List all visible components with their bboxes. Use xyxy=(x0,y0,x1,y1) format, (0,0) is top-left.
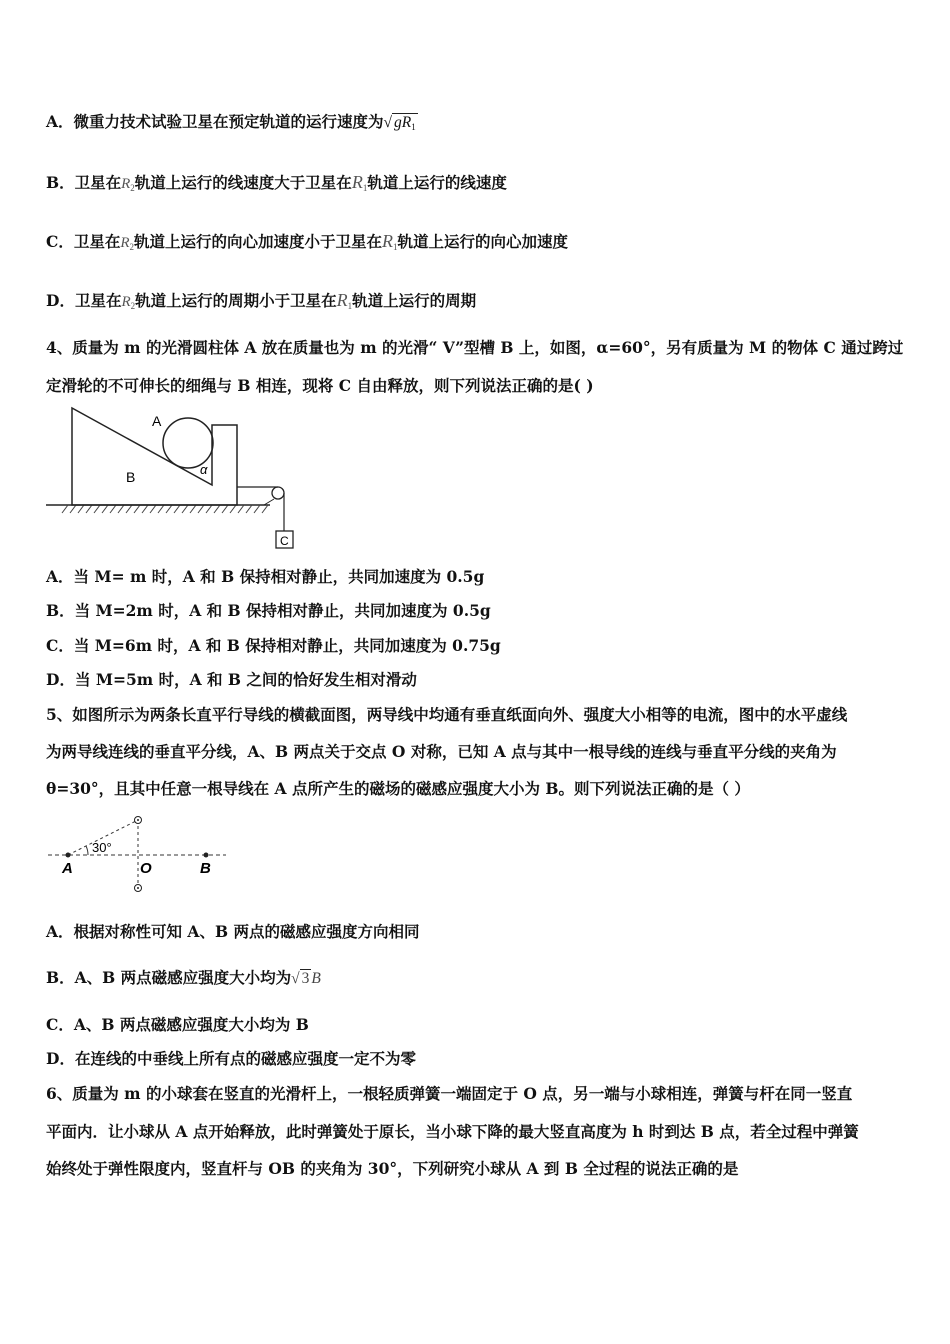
q5-option-b: B．A、B 两点磁感应强度大小均为√ 3 B xyxy=(46,968,321,987)
q3-option-c: C．卫星在$R_2$轨道上运行的向心加速度小于卫星在$R_1$轨道上运行的向心加速度 xyxy=(46,231,569,252)
q4-figure-label-alpha: α xyxy=(200,462,208,477)
q5-option-c: C．A、B 两点磁感应强度大小均为 B xyxy=(46,1015,309,1034)
q6-stem-line3: 始终处于弹性限度内，竖直杆与 OB 的夹角为 30°，下列研究小球从 A 到 B 全过程的说法正确的是 xyxy=(46,1159,739,1178)
q5-option-a: A．根据对称性可知 A、B 两点的磁感应强度方向相同 xyxy=(46,922,420,941)
q4-stem-line1: 4、质量为 m 的光滑圆柱体 A 放在质量也为 m 的光滑“ V”型槽 B 上，如图，α=60°，另有质量为 M 的物体 C 通过跨过 xyxy=(46,338,904,357)
q5-figure-label-b: B xyxy=(200,860,211,877)
q5-stem-line3: θ=30°，且其中任意一根导线在 A 点所产生的磁场的磁感应强度大小为 B。则下列说法正确的是（ ） xyxy=(46,779,750,798)
q6-stem-line1: 6、质量为 m 的小球套在竖直的光滑杆上，一根轻质弹簧一端固定于 O 点，另一端与小球相连，弹簧与杆在同一竖直 xyxy=(46,1084,853,1103)
q4-option-c: C．当 M=6m 时，A 和 B 保持相对静止，共同加速度为 0.75g xyxy=(46,636,501,655)
q5-figure xyxy=(44,810,234,895)
q4-figure-label-c: C xyxy=(280,534,289,548)
q4-figure-label-a: A xyxy=(152,413,162,429)
q5-figure-angle: 30° xyxy=(92,840,112,855)
q5-figure-label-o: O xyxy=(140,860,152,877)
sqrt-expression: √ 3 B xyxy=(291,970,321,987)
q4-option-d: D．当 M=5m 时，A 和 B 之间的恰好发生相对滑动 xyxy=(46,670,417,689)
q3-option-b: B．卫星在$R_2$轨道上运行的线速度大于卫星在$R_1$轨道上运行的线速度 xyxy=(46,172,507,193)
sqrt-expression: √ $gR_1$ xyxy=(383,114,416,132)
q3-option-a: A．微重力技术试验卫星在预定轨道的运行速度为√ $gR_1$ xyxy=(46,112,418,137)
q6-stem-line2: 平面内．让小球从 A 点开始释放，此时弹簧处于原长，当小球下降的最大竖直高度为 h 时到达 B 点，若全过程中弹簧 xyxy=(46,1122,859,1141)
q5-figure-label-a: A xyxy=(62,860,73,877)
q4-option-a: A．当 M= m 时，A 和 B 保持相对静止，共同加速度为 0.5g xyxy=(46,567,485,586)
q4-option-b: B．当 M=2m 时，A 和 B 保持相对静止，共同加速度为 0.5g xyxy=(46,601,491,620)
q5-stem-line2: 为两导线连线的垂直平分线，A、B 两点关于交点 O 对称，已知 A 点与其中一根导线的连线与垂直平分线的夹角为 xyxy=(46,742,837,761)
q5-stem-line1: 5、如图所示为两条长直平行导线的横截面图，两导线中均通有垂直纸面向外、强度大小相等的电流，图中的水平虚线 xyxy=(46,705,848,724)
q3-option-d: D．卫星在$R_2$轨道上运行的周期小于卫星在$R_1$轨道上运行的周期 xyxy=(46,290,477,311)
q5-option-d: D．在连线的中垂线上所有点的磁感应强度一定不为零 xyxy=(46,1049,416,1068)
q4-figure-label-b: B xyxy=(126,469,136,485)
q4-stem-line2: 定滑轮的不可伸长的细绳与 B 相连，现将 C 自由释放，则下列说法正确的是( ) xyxy=(46,376,594,395)
q4-figure xyxy=(40,405,310,555)
